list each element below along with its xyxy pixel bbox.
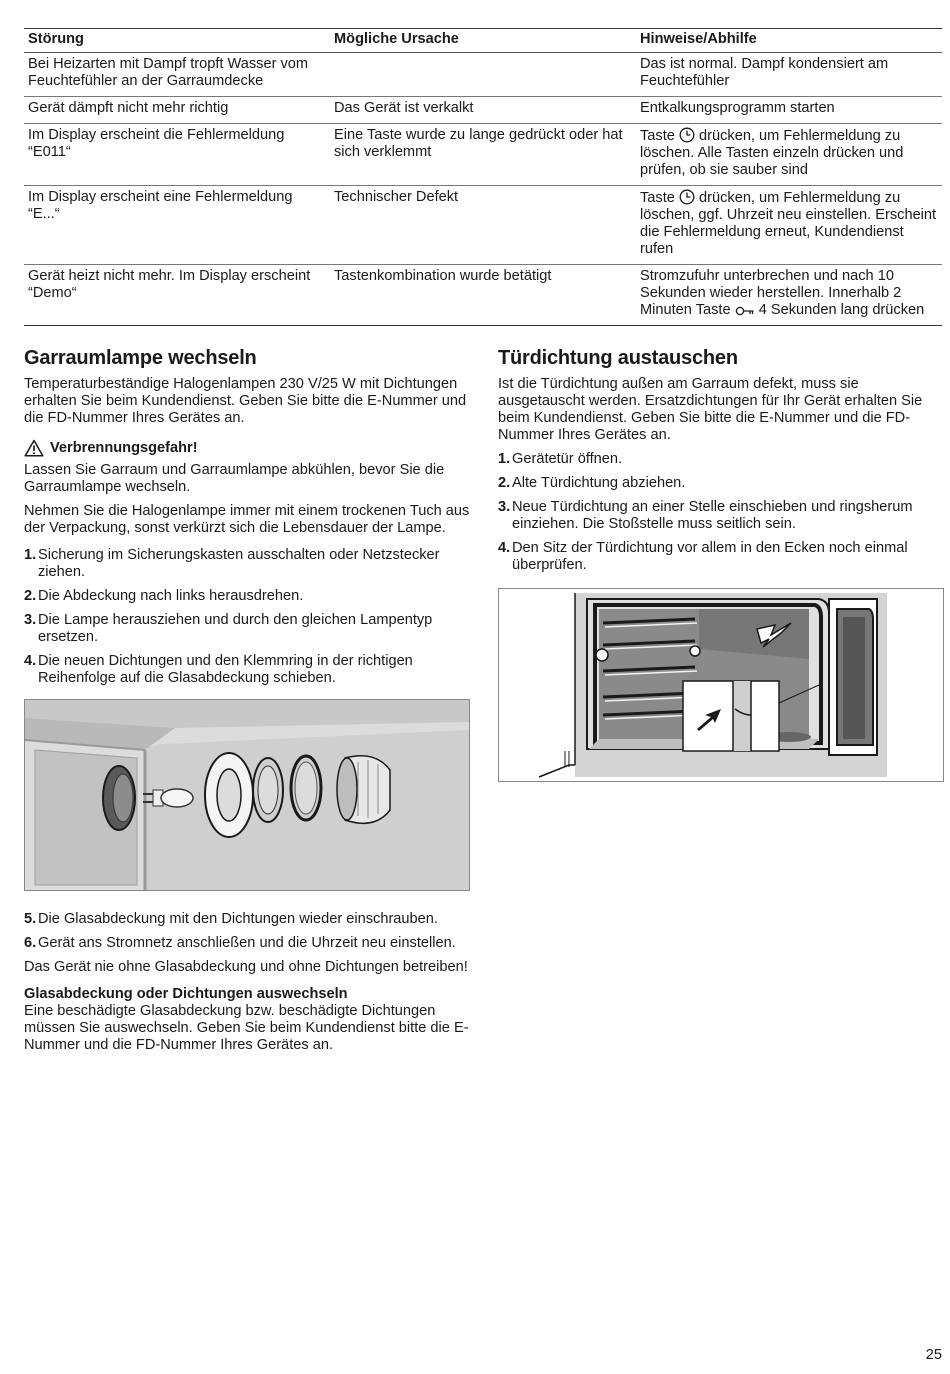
- remedy-cell: [636, 265, 942, 326]
- step-text: Alte Türdichtung abziehen.: [512, 475, 686, 491]
- step-text: Sicherung im Sicherungskasten ausschalten oder Netzstecker ziehen.: [38, 547, 440, 580]
- seal-section: [498, 346, 944, 782]
- table-row: [24, 97, 942, 124]
- warning-triangle-icon: [24, 439, 44, 457]
- lamp-closing: Das Gerät nie ohne Glasabdeckung und ohne Dichtungen betreiben!: [24, 959, 468, 975]
- list-item: [24, 653, 470, 687]
- remedy-cell: Das ist normal. Dampf kondensiert am Feuchtefühler: [636, 53, 942, 97]
- table-header-row: [24, 29, 942, 53]
- step-text: Die neuen Dichtungen und den Klemmring in der richtigen Reihenfolge auf die Glasabdeckung schieben.: [38, 653, 413, 686]
- step-text: Neue Türdichtung an einer Stelle einschieben und ringsherum einziehen. Die Stoßstelle muss seitlich sein.: [512, 499, 913, 532]
- lamp-section-title: Garraumlampe wechseln: [24, 347, 257, 369]
- remedy-text-pre: Stromzufuhr unterbrechen und nach 10 Sekunden wieder herstellen. Innerhalb 2 Minuten Taste: [640, 268, 902, 318]
- clock-icon: [679, 189, 695, 205]
- lamp-note: Nehmen Sie die Halogenlampe immer mit einem trockenen Tuch aus der Verpackung, sonst verkürzt sich die Lebensdauer der Lampe.: [24, 503, 470, 536]
- header-remedy: Hinweise/Abhilfe: [636, 29, 942, 53]
- lamp-steps-list-a: [24, 547, 470, 687]
- problem-cell: Im Display erscheint die Fehlermeldung “E011“: [24, 124, 330, 186]
- warning-text: Lassen Sie Garraum und Garraumlampe abkühlen, bevor Sie die Garraumlampe wechseln.: [24, 462, 445, 495]
- page-number: 25: [925, 1347, 942, 1363]
- step-number: 2.: [24, 588, 37, 604]
- table-row: [24, 186, 942, 265]
- remedy-text-pre: Taste: [640, 190, 675, 206]
- header-cause: Mögliche Ursache: [330, 29, 636, 53]
- problem-cell: Im Display erscheint eine Fehlermeldung “E...“: [24, 186, 330, 265]
- remedy-cell: [636, 186, 942, 265]
- seal-intro: Ist die Türdichtung außen am Garraum defekt, muss sie ausgetauscht werden. Ersatzdichtungen für Ihr Gerät erhalten Sie beim Kundendienst. Geben Sie bitte die E-Nummer und die FD-Nummer Ihres Gerätes an.: [498, 376, 923, 443]
- remedy-text-pre: Taste: [640, 128, 675, 144]
- cause-cell: Eine Taste wurde zu lange gedrückt oder hat sich verklemmt: [330, 124, 636, 186]
- list-item: [24, 935, 470, 952]
- seal-steps-list: [498, 451, 944, 574]
- lamp-section: [24, 346, 470, 1061]
- step-number: 4.: [24, 653, 37, 669]
- remedy-text-post: drücken, um Fehlermeldung zu löschen, ggf. Uhrzeit neu einstellen. Erscheint die Fehlermeldung erneut, Kundendienst rufen: [640, 190, 937, 257]
- step-number: 2.: [498, 475, 511, 491]
- step-text: Die Glasabdeckung mit den Dichtungen wieder einschrauben.: [38, 911, 438, 927]
- list-item: [498, 475, 944, 492]
- step-text: Die Abdeckung nach links herausdrehen.: [38, 588, 304, 604]
- remedy-text-post: 4 Sekunden lang drücken: [758, 302, 925, 318]
- door-seal-illustration: [498, 588, 944, 782]
- list-item: [24, 911, 470, 928]
- problem-cell: Gerät dämpft nicht mehr richtig: [24, 97, 330, 124]
- lamp-intro: Temperaturbeständige Halogenlampen 230 V/25 W mit Dichtungen erhalten Sie beim Kundendienst. Geben Sie bitte die E-Nummer und die FD-Nummer Ihres Gerätes an.: [24, 376, 467, 426]
- troubleshooting-table: [24, 28, 942, 326]
- cause-cell: [330, 53, 636, 97]
- list-item: [498, 540, 944, 574]
- step-number: 1.: [498, 451, 511, 467]
- remedy-text-post: drücken, um Fehlermeldung zu löschen. Alle Tasten einzeln drücken und prüfen, ob sie sauber sind: [640, 128, 904, 178]
- list-item: [24, 588, 470, 605]
- step-number: 5.: [24, 911, 37, 927]
- lamp-steps-list-b: [24, 911, 470, 952]
- lamp-parts-drawing: [25, 700, 469, 890]
- header-problem: Störung: [24, 29, 330, 53]
- list-item: [24, 547, 470, 581]
- table-row: [24, 53, 942, 97]
- table-row: [24, 124, 942, 186]
- step-number: 6.: [24, 935, 37, 951]
- glass-cover-subheading: Glasabdeckung oder Dichtungen auswechseln: [24, 986, 348, 1002]
- warning-title: Verbrennungsgefahr!: [50, 439, 198, 456]
- glass-cover-text: Eine beschädigte Glasabdeckung bzw. beschädigte Dichtungen müssen Sie auswechseln. Geben Sie beim Kundendienst bitte die E-Nummer und die FD-Nummer Ihres Gerätes an.: [24, 1003, 469, 1053]
- lamp-illustration: [24, 699, 470, 891]
- step-number: 4.: [498, 540, 511, 556]
- step-text: Gerät ans Stromnetz anschließen und die Uhrzeit neu einstellen.: [38, 935, 456, 951]
- step-text: Den Sitz der Türdichtung vor allem in den Ecken noch einmal überprüfen.: [512, 540, 908, 573]
- remedy-cell: Entkalkungsprogramm starten: [636, 97, 942, 124]
- table-row: [24, 265, 942, 326]
- seal-section-title: Türdichtung austauschen: [498, 347, 738, 369]
- cause-cell: Technischer Defekt: [330, 186, 636, 265]
- clock-icon: [679, 127, 695, 143]
- step-number: 1.: [24, 547, 37, 563]
- step-number: 3.: [498, 499, 511, 515]
- warning-block: [24, 439, 470, 457]
- door-seal-drawing: [499, 589, 943, 781]
- step-number: 3.: [24, 612, 37, 628]
- cause-cell: Tastenkombination wurde betätigt: [330, 265, 636, 326]
- problem-cell: Bei Heizarten mit Dampf tropft Wasser vom Feuchtefühler an der Garraumdecke: [24, 53, 330, 97]
- list-item: [498, 499, 944, 533]
- cause-cell: Das Gerät ist verkalkt: [330, 97, 636, 124]
- list-item: [498, 451, 944, 468]
- list-item: [24, 612, 470, 646]
- step-text: Gerätetür öffnen.: [512, 451, 623, 467]
- step-text: Die Lampe herausziehen und durch den gleichen Lampentyp ersetzen.: [38, 612, 433, 645]
- key-icon: [735, 305, 755, 317]
- problem-cell: Gerät heizt nicht mehr. Im Display erscheint “Demo“: [24, 265, 330, 326]
- remedy-cell: [636, 124, 942, 186]
